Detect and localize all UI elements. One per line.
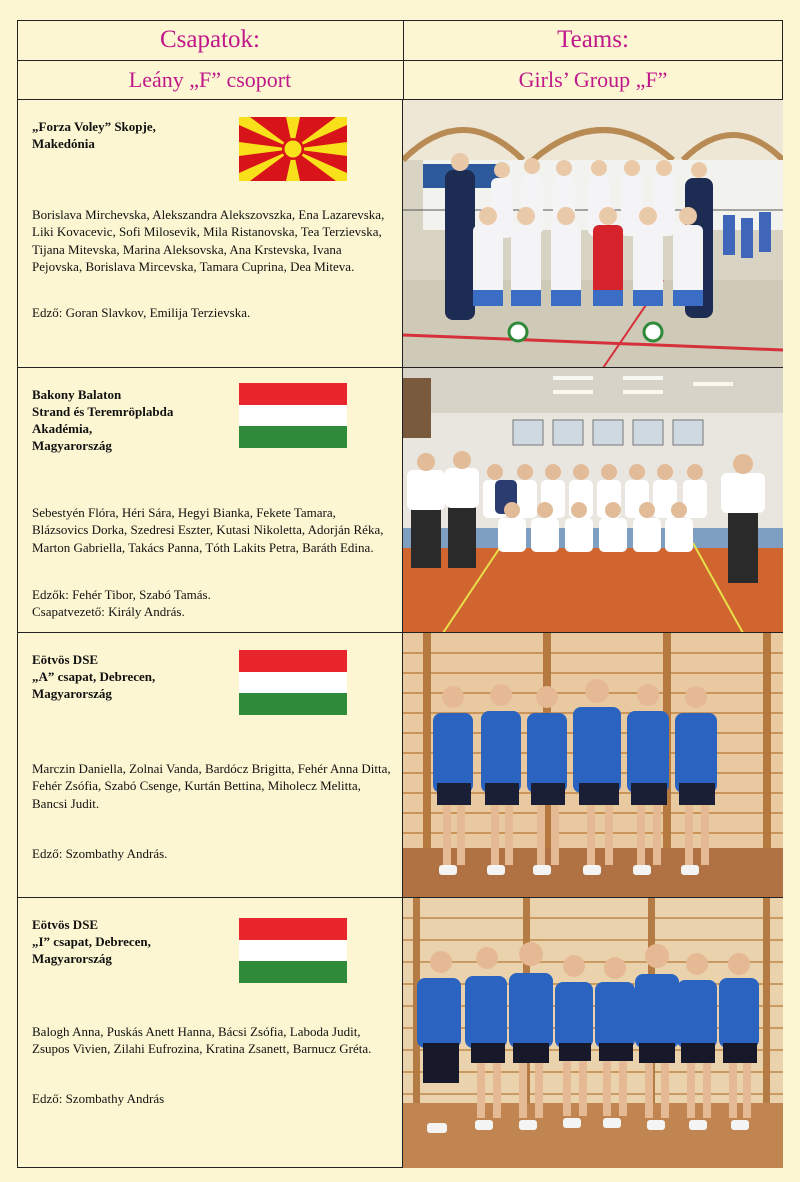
player-list: Balogh Anna, Puskás Anett Hanna, Bácsi Zsófia, Laboda Judit, Zsupos Vivien, Zilahi Eufrozina, Kratina Zsanett, Barnucz Gréta. xyxy=(32,1024,372,1057)
team-name: Eötvös DSE „I” csapat, Debrecen, Magyarország xyxy=(32,917,151,966)
hungary-flag-icon xyxy=(239,650,347,715)
team-info xyxy=(17,633,403,897)
hungary-flag-icon xyxy=(239,918,347,983)
team-row xyxy=(17,898,783,1168)
header-divider xyxy=(403,20,404,100)
macedonia-flag-icon xyxy=(239,117,347,181)
coach-line: Edzők: Fehér Tibor, Szabó Tamás. Csapatvezető: Király András. xyxy=(32,587,211,620)
group-hungarian: Leány „F” csoport xyxy=(128,67,292,92)
header-row-titles xyxy=(17,20,783,61)
team-info xyxy=(17,898,403,1168)
team-name: Eötvös DSE „A” csapat, Debrecen, Magyarország xyxy=(32,652,156,701)
group-english: Girls’ Group „F” xyxy=(518,67,668,92)
title-hungarian: Csapatok: xyxy=(160,26,260,53)
title-english: Teams: xyxy=(557,26,629,53)
hungary-flag-icon xyxy=(239,383,347,448)
coach-line: Edző: Szombathy András xyxy=(32,1091,165,1106)
team-row xyxy=(17,633,783,898)
player-list: Marczin Daniella, Zolnai Vanda, Bardócz Brigitta, Fehér Anna Ditta, Fehér Zsófia, Szabó Csenge, Kurtán Bettina, Miholecz Melitta, Bancsi Judit. xyxy=(32,761,391,811)
team-row xyxy=(17,100,783,368)
team-row xyxy=(17,368,783,633)
team-name: „Forza Voley” Skopje, Makedónia xyxy=(32,119,156,151)
team-photo xyxy=(403,100,783,367)
team-photo xyxy=(403,898,783,1168)
player-list: Sebestyén Flóra, Héri Sára, Hegyi Bianka, Fekete Tamara, Blázsovics Dorka, Szedresi Eszter, Kutasi Nikoletta, Adorján Réka, Marton Gabriella, Takács Panna, Tóth Lakits Petra, Baráth Edina. xyxy=(32,505,384,555)
team-info xyxy=(17,100,403,367)
player-list: Borislava Mirchevska, Alekszandra Alekszovszka, Ena Lazarevska, Liki Kovacevic, Sofi Milosevik, Mila Ristanovska, Tea Terzievska, Tijana Mitevska, Marina Aleksovska, Ana Krstevska, Ivana Pejovska, Borislava Mircevska, Tamara Cuprina, Dea Miteva. xyxy=(32,207,385,274)
team-photo xyxy=(403,368,783,632)
team-name: Bakony Balaton Strand és Teremröplabda Akadémia, Magyarország xyxy=(32,387,174,453)
team-info xyxy=(17,368,403,632)
coach-line: Edző: Szombathy András. xyxy=(32,846,168,861)
team-photo xyxy=(403,633,783,897)
coach-line: Edző: Goran Slavkov, Emilija Terzievska. xyxy=(32,305,251,320)
header-row-group xyxy=(17,61,783,100)
